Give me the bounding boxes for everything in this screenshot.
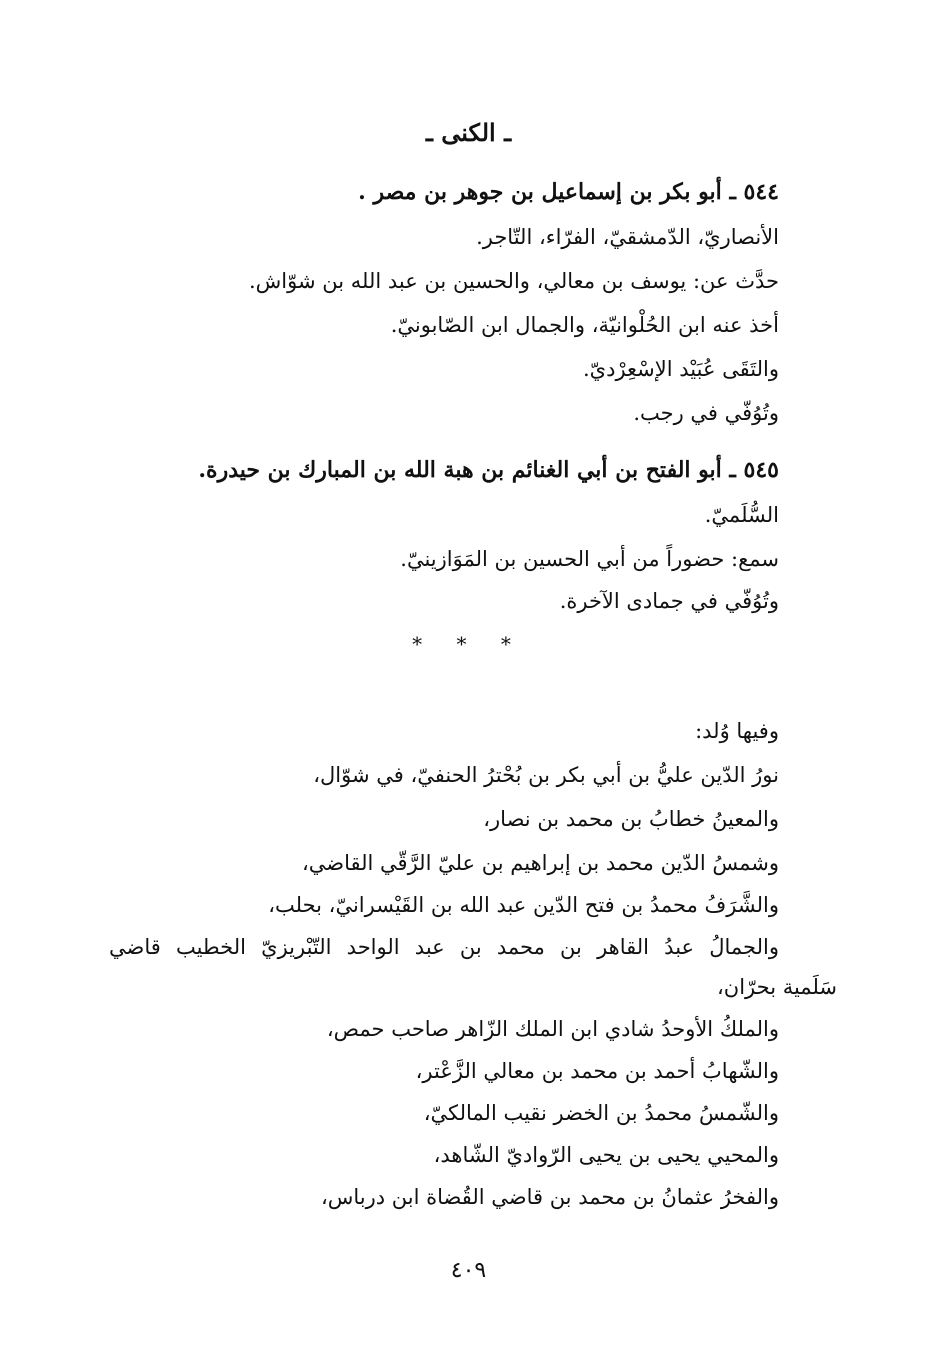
birth-line: والمحيي يحيى بن يحيى الرّواديّ الشّاهد،	[433, 1143, 779, 1167]
entry-line: والتَقَى عُبَيْد الإسْعِرْديّ.	[582, 357, 779, 381]
page-number: ٤٠٩	[450, 1258, 487, 1283]
births-intro: وفيها وُلد:	[695, 719, 779, 743]
birth-line: والجمالُ عبدُ القاهر بن محمد بن عبد الواحد التّبْريزيّ الخطيب قاضي	[109, 935, 779, 959]
section-separator: * * *	[412, 632, 525, 656]
birth-line: والشَّرَفُ محمدُ بن فتح الدّين عبد الله بن القَيْسرانيّ، بحلب،	[268, 893, 779, 917]
entry-line: سمع: حضوراً من أبي الحسين بن المَوَازينيّ.	[400, 547, 779, 571]
entry-heading: ٥٤٥ ـ أبو الفتح بن أبي الغنائم بن هبة الله بن المبارك بن حيدرة.	[198, 457, 779, 483]
entry-line: الأنصاريّ، الدّمشقيّ، الفرّاء، التّاجر.	[476, 225, 779, 249]
birth-line: والمعينُ خطابُ بن محمد بن نصار،	[483, 807, 779, 831]
entry-line: حدَّث عن: يوسف بن معالي، والحسين بن عبد الله بن شوّاش.	[248, 269, 779, 293]
entry-line: السُّلَميّ.	[704, 503, 779, 527]
entry-line: وتُوُفّي في رجب.	[633, 401, 779, 425]
birth-line: والشّمسُ محمدُ بن الخضر نقيب المالكيّ،	[423, 1101, 779, 1125]
birth-line: وشمسُ الدّين محمد بن إبراهيم بن عليّ الرَّقّي القاضي،	[302, 851, 779, 875]
section-title: ـ الكنى ـ	[425, 118, 512, 147]
entry-heading: ٥٤٤ ـ أبو بكر بن إسماعيل بن جوهر بن مصر .	[358, 179, 779, 205]
entry-line: وتُوُفّي في جمادى الآخرة.	[559, 589, 779, 613]
birth-line: والملكُ الأوحدُ شادي ابن الملك الزّاهر صاحب حمص،	[326, 1017, 779, 1041]
birth-line-continuation: سَلَمية بحرّان،	[717, 975, 837, 999]
entry-line: أخذ عنه ابن الحُلْوانيّة، والجمال ابن الصّابونيّ.	[390, 313, 779, 337]
birth-line: والشّهابُ أحمد بن محمد بن معالي الزَّعْتر،	[415, 1059, 779, 1083]
birth-line: والفخرُ عثمانُ بن محمد بن قاضي القُضاة ابن درباس،	[320, 1185, 779, 1209]
birth-line: نورُ الدّين عليُّ بن أبي بكر بن بُحْترُ الحنفيّ، في شوّال،	[313, 763, 779, 787]
